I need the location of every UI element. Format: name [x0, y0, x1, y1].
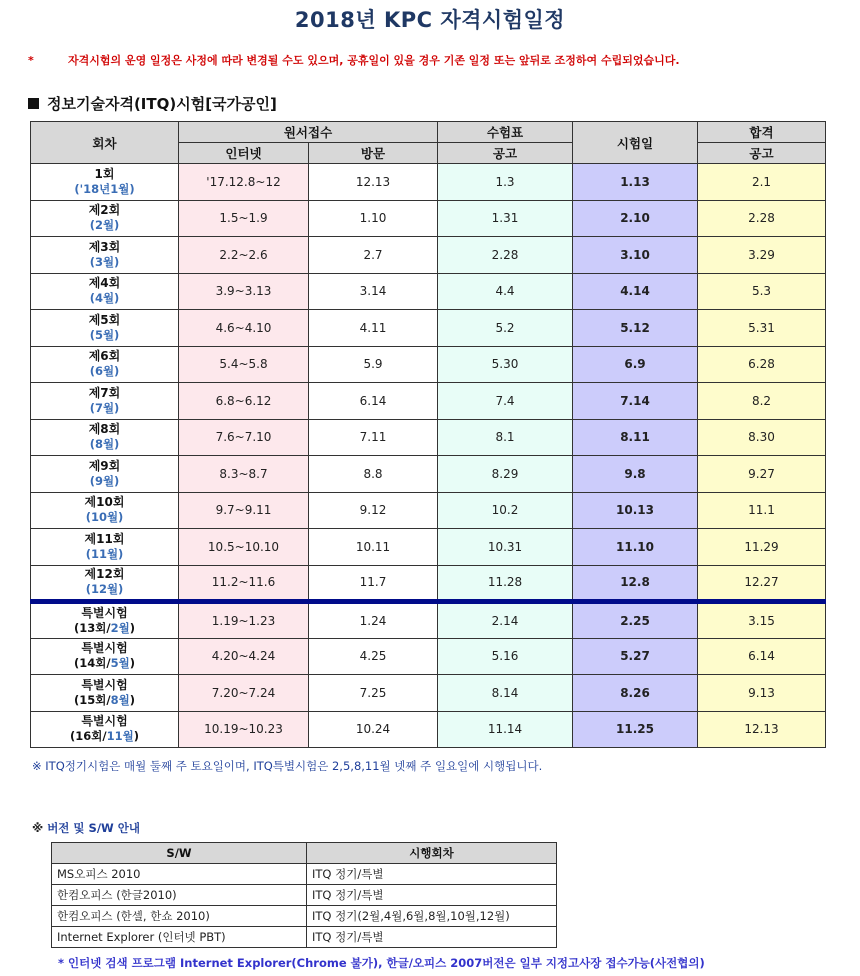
round-month: (2월): [89, 218, 120, 233]
round-cell: [31, 346, 179, 383]
round-label: 제8회: [88, 422, 121, 437]
browser-version-note: * 인터넷 검색 프로그램 Internet Explorer(Chrome 불가), 한글/오피스 2007버전은 일부 지정고사장 접수가능(사전협의): [58, 956, 705, 970]
pass-announcement-cell: 3.29: [698, 237, 826, 274]
exam-date-cell: 8.26: [573, 675, 698, 712]
admission-ticket-cell: 8.1: [438, 419, 573, 456]
round-cell: [31, 237, 179, 274]
sw-name: Internet Explorer (인터넷 PBT): [52, 927, 307, 948]
admission-ticket-cell: 11.28: [438, 565, 573, 602]
admission-ticket-cell: 2.14: [438, 602, 573, 639]
round-number: (14회/: [74, 656, 111, 671]
header-pass-line2: 공고: [698, 143, 826, 164]
internet-application-cell: 7.20~7.24: [179, 675, 309, 712]
sw-rounds: ITQ 정기/특별: [307, 864, 557, 885]
round-cell: [31, 419, 179, 456]
round-number: (16회/: [70, 729, 107, 744]
table-row: [31, 273, 826, 310]
round-month: 8월: [110, 692, 130, 707]
round-cell: [31, 711, 179, 748]
round-close: ): [129, 620, 135, 635]
visit-application-cell: 1.24: [309, 602, 438, 639]
table-row: [31, 456, 826, 493]
visit-application-cell: 6.14: [309, 383, 438, 420]
sw-section-heading: [32, 820, 140, 836]
round-label: 특별시험: [81, 714, 128, 729]
admission-ticket-cell: 7.4: [438, 383, 573, 420]
round-number: (13회/: [74, 620, 111, 635]
round-cell: [31, 383, 179, 420]
visit-application-cell: 1.10: [309, 200, 438, 237]
internet-application-cell: 9.7~9.11: [179, 492, 309, 529]
round-number: (15회/: [74, 692, 111, 707]
round-close: ): [129, 692, 135, 707]
round-month: (11월): [85, 546, 124, 561]
table-row: [52, 906, 557, 927]
round-close: ): [129, 656, 135, 671]
table-row: [52, 864, 557, 885]
exam-day-footnote: ※ ITQ정기시험은 매월 둘째 주 토요일이며, ITQ특별시험은 2,5,8,11월 넷째 주 일요일에 시행됩니다.: [32, 759, 543, 773]
header-ticket-line2: 공고: [438, 143, 573, 164]
table-row: [31, 383, 826, 420]
round-cell: [31, 492, 179, 529]
exam-date-cell: 12.8: [573, 565, 698, 602]
round-label: 제12회: [84, 567, 125, 582]
round-month: (4월): [89, 291, 120, 306]
page-title: 2018년 KPC 자격시험일정: [294, 8, 566, 32]
round-month: (10월): [85, 510, 124, 525]
visit-application-cell: 4.11: [309, 310, 438, 347]
round-cell: [31, 310, 179, 347]
table-row: [31, 529, 826, 566]
visit-application-cell: 5.9: [309, 346, 438, 383]
exam-date-cell: 7.14: [573, 383, 698, 420]
round-label: 제9회: [88, 458, 121, 473]
table-row: [31, 638, 826, 675]
schedule-notice: [28, 52, 848, 68]
round-label: 특별시험: [81, 641, 128, 656]
round-cell: [31, 675, 179, 712]
rounds-header: 시행회차: [307, 843, 557, 864]
round-month: (6월): [89, 364, 120, 379]
table-row: [52, 885, 557, 906]
pass-announcement-cell: 9.13: [698, 675, 826, 712]
pass-announcement-cell: 2.1: [698, 164, 826, 201]
header-exam-date: 시험일: [573, 122, 698, 164]
visit-application-cell: 7.25: [309, 675, 438, 712]
reference-mark: ※: [32, 821, 44, 835]
round-month: 2월: [110, 620, 130, 635]
table-row: [31, 200, 826, 237]
exam-date-cell: 2.10: [573, 200, 698, 237]
exam-date-cell: 8.11: [573, 419, 698, 456]
exam-date-cell: 6.9: [573, 346, 698, 383]
exam-date-cell: 10.13: [573, 492, 698, 529]
admission-ticket-cell: 10.2: [438, 492, 573, 529]
pass-announcement-cell: 6.28: [698, 346, 826, 383]
admission-ticket-cell: 5.2: [438, 310, 573, 347]
round-month: ('18년1월): [74, 181, 135, 196]
header-visit: 방문: [309, 143, 438, 164]
pass-announcement-cell: 2.28: [698, 200, 826, 237]
black-square-icon: [28, 98, 39, 109]
round-label: 제11회: [84, 531, 125, 546]
table-row: [31, 711, 826, 748]
pass-announcement-cell: 9.27: [698, 456, 826, 493]
internet-application-cell: 11.2~11.6: [179, 565, 309, 602]
round-label: 제6회: [88, 349, 121, 364]
sw-name: MS오피스 2010: [52, 864, 307, 885]
round-cell: [31, 565, 179, 602]
exam-date-cell: 11.10: [573, 529, 698, 566]
visit-application-cell: 11.7: [309, 565, 438, 602]
admission-ticket-cell: 5.16: [438, 638, 573, 675]
visit-application-cell: 12.13: [309, 164, 438, 201]
table-row: [31, 237, 826, 274]
round-cell: [31, 456, 179, 493]
internet-application-cell: 4.20~4.24: [179, 638, 309, 675]
round-cell: [31, 529, 179, 566]
round-label: 제7회: [88, 385, 121, 400]
visit-application-cell: 9.12: [309, 492, 438, 529]
internet-application-cell: 7.6~7.10: [179, 419, 309, 456]
table-row: [31, 310, 826, 347]
round-label: 제5회: [88, 312, 121, 327]
round-cell: [31, 273, 179, 310]
pass-announcement-cell: 12.27: [698, 565, 826, 602]
pass-announcement-cell: 8.2: [698, 383, 826, 420]
table-row: [31, 164, 826, 201]
pass-announcement-cell: 8.30: [698, 419, 826, 456]
round-label: 제4회: [88, 276, 121, 291]
round-month: 5월: [110, 656, 130, 671]
table-row: [31, 346, 826, 383]
exam-date-cell: 2.25: [573, 602, 698, 639]
admission-ticket-cell: 1.31: [438, 200, 573, 237]
round-month: (12월): [85, 582, 124, 597]
round-month: (5월): [89, 327, 120, 342]
exam-date-cell: 11.25: [573, 711, 698, 748]
round-label: 제2회: [88, 203, 121, 218]
internet-application-cell: 2.2~2.6: [179, 237, 309, 274]
admission-ticket-cell: 5.30: [438, 346, 573, 383]
itq-schedule-table: [30, 121, 826, 748]
visit-application-cell: 10.24: [309, 711, 438, 748]
round-label: 제3회: [88, 239, 121, 254]
admission-ticket-cell: 4.4: [438, 273, 573, 310]
exam-date-cell: 5.27: [573, 638, 698, 675]
sw-rounds: ITQ 정기/특별: [307, 885, 557, 906]
exam-date-cell: 4.14: [573, 273, 698, 310]
pass-announcement-cell: 6.14: [698, 638, 826, 675]
internet-application-cell: 1.5~1.9: [179, 200, 309, 237]
sw-version-table: [51, 842, 557, 948]
round-month: (7월): [89, 400, 120, 415]
round-label: 제10회: [84, 495, 125, 510]
pass-announcement-cell: 12.13: [698, 711, 826, 748]
internet-application-cell: 10.19~10.23: [179, 711, 309, 748]
round-cell: [31, 638, 179, 675]
round-cell: [31, 164, 179, 201]
internet-application-cell: 3.9~3.13: [179, 273, 309, 310]
exam-date-cell: 1.13: [573, 164, 698, 201]
sw-rounds: ITQ 정기(2월,4월,6월,8월,10월,12월): [307, 906, 557, 927]
internet-application-cell: 5.4~5.8: [179, 346, 309, 383]
notice-text: 자격시험의 운영 일정은 사정에 따라 변경될 수도 있으며, 공휴일이 있을 경우 기존 일정 또는 앞뒤로 조정하여 수립되었습니다.: [68, 54, 680, 67]
visit-application-cell: 7.11: [309, 419, 438, 456]
admission-ticket-cell: 2.28: [438, 237, 573, 274]
header-pass-line1: 합격: [698, 122, 826, 143]
section-title-text: 정보기술자격(ITQ)시험[국가공인]: [47, 95, 277, 113]
round-label: 특별시험: [81, 605, 128, 620]
internet-application-cell: 10.5~10.10: [179, 529, 309, 566]
round-label: 1회: [94, 166, 115, 181]
round-cell: [31, 200, 179, 237]
sw-name: 한컴오피스 (한셀, 한쇼 2010): [52, 906, 307, 927]
admission-ticket-cell: 1.3: [438, 164, 573, 201]
table-row: [31, 565, 826, 602]
section-heading: [28, 93, 277, 114]
admission-ticket-cell: 10.31: [438, 529, 573, 566]
round-close: ): [133, 729, 139, 744]
internet-application-cell: 8.3~8.7: [179, 456, 309, 493]
header-internet: 인터넷: [179, 143, 309, 164]
pass-announcement-cell: 3.15: [698, 602, 826, 639]
visit-application-cell: 4.25: [309, 638, 438, 675]
sw-name: 한컴오피스 (한글2010): [52, 885, 307, 906]
exam-date-cell: 5.12: [573, 310, 698, 347]
round-month: (8월): [89, 437, 120, 452]
pass-announcement-cell: 11.29: [698, 529, 826, 566]
pass-announcement-cell: 5.3: [698, 273, 826, 310]
table-row: [31, 492, 826, 529]
visit-application-cell: 8.8: [309, 456, 438, 493]
round-month: (9월): [89, 473, 120, 488]
table-row: [31, 419, 826, 456]
sw-section-title: 버전 및 S/W 안내: [47, 821, 140, 835]
header-ticket-line1: 수험표: [438, 122, 573, 143]
asterisk-mark: *: [28, 54, 34, 67]
admission-ticket-cell: 11.14: [438, 711, 573, 748]
exam-date-cell: 3.10: [573, 237, 698, 274]
header-application: 원서접수: [179, 122, 438, 143]
exam-date-cell: 9.8: [573, 456, 698, 493]
internet-application-cell: 6.8~6.12: [179, 383, 309, 420]
header-round: 회차: [31, 122, 179, 164]
sw-header: S/W: [52, 843, 307, 864]
admission-ticket-cell: 8.29: [438, 456, 573, 493]
visit-application-cell: 2.7: [309, 237, 438, 274]
round-label: 특별시험: [81, 677, 128, 692]
internet-application-cell: 1.19~1.23: [179, 602, 309, 639]
internet-application-cell: 4.6~4.10: [179, 310, 309, 347]
table-row: [31, 675, 826, 712]
round-month: (3월): [89, 254, 120, 269]
internet-application-cell: '17.12.8~12: [179, 164, 309, 201]
round-cell: [31, 602, 179, 639]
table-row: [52, 927, 557, 948]
visit-application-cell: 10.11: [309, 529, 438, 566]
pass-announcement-cell: 11.1: [698, 492, 826, 529]
sw-rounds: ITQ 정기/특별: [307, 927, 557, 948]
admission-ticket-cell: 8.14: [438, 675, 573, 712]
visit-application-cell: 3.14: [309, 273, 438, 310]
round-month: 11월: [106, 729, 134, 744]
table-row: [31, 602, 826, 639]
pass-announcement-cell: 5.31: [698, 310, 826, 347]
